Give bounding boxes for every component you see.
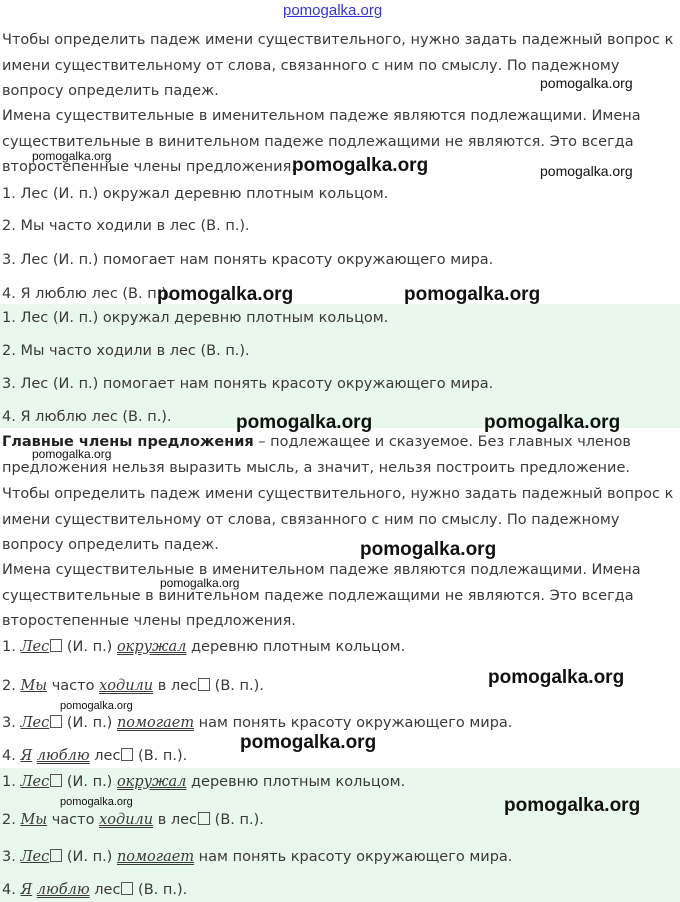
sentence-part: часто — [47, 812, 100, 828]
watermark: pomogalka.org — [292, 155, 429, 176]
list-item: 1. Лес (И. п.) окружал деревню плотным кольцом. — [2, 186, 389, 202]
subject: Лес — [20, 849, 50, 865]
answer-sentence-4 — [2, 880, 187, 900]
sentence-rest: нам понять красоту окружающего мира. — [194, 715, 513, 731]
item-number: 1. — [2, 639, 21, 655]
subject: Я — [20, 882, 33, 898]
watermark: pomogalka.org — [360, 539, 497, 560]
answer-sentence-3 — [2, 847, 512, 867]
case-label: (И. п.) — [62, 715, 117, 731]
watermark: pomogalka.org — [540, 75, 633, 91]
paragraph-case-rule-2: Чтобы определить падеж имени существительного, нужно задать падежный вопрос к имени существительному от слова, связанного с ним по смыслу. По падежному вопросу определить падеж. — [2, 486, 674, 553]
ending-box — [198, 812, 210, 825]
item-number: 3. — [2, 715, 21, 731]
predicate: ходили — [99, 678, 154, 694]
item-number: 2. — [2, 678, 21, 694]
sentence-part: 2. — [2, 812, 21, 828]
sentence-part: (В. п.). — [210, 812, 264, 828]
watermark: pomogalka.org — [540, 163, 633, 179]
sentence-rest: деревню плотным кольцом. — [186, 639, 406, 655]
sentence-part: (И. п.) — [62, 849, 117, 865]
answer-item: 1. Лес (И. п.) окружал деревню плотным кольцом. — [2, 310, 389, 326]
list-item: 3. Лес (И. п.) помогает нам понять красоту окружающего мира. — [2, 252, 494, 268]
answer-sentence-1 — [2, 772, 405, 792]
sentence-part: (И. п.) — [62, 774, 117, 790]
ending-box — [50, 639, 62, 652]
list-item: 4. Я люблю лес (В. п.). — [2, 286, 172, 302]
sentence-rest: в лес — [153, 678, 198, 694]
sentence-part: 3. — [2, 849, 21, 865]
paragraph-case-rule: Чтобы определить падеж имени существительного, нужно задать падежный вопрос к имени существительному от слова, связанного с ним по смыслу. По падежному вопросу определить падеж. — [2, 32, 674, 99]
ending-box — [50, 849, 62, 862]
paragraph-subject-rule: Имена существительные в именительном падеже являются подлежащими. Имена существительные в винительном падеже подлежащими не являются. Это всегда второстепенные члены предложения. — [2, 108, 641, 175]
predicate: окружал — [116, 639, 187, 655]
subject: Я — [20, 748, 33, 764]
watermark[interactable]: pomogalka.org — [283, 2, 383, 19]
predicate: помогает — [116, 715, 195, 731]
sentence-part: нам понять красоту окружающего мира. — [194, 849, 513, 865]
answer-sentence-2 — [2, 810, 264, 830]
list-item: 2. Мы часто ходили в лес (В. п.). — [2, 218, 250, 234]
ending-box — [198, 678, 210, 691]
parsed-sentence-2 — [2, 676, 264, 696]
watermark: pomogalka.org — [488, 667, 625, 688]
sentence-part: лес — [89, 882, 121, 898]
ending-box — [121, 882, 133, 895]
watermark: pomogalka.org — [404, 284, 541, 305]
parsed-sentence-1 — [2, 637, 405, 657]
watermark: pomogalka.org — [60, 700, 133, 712]
item-number: 4. — [2, 748, 21, 764]
predicate: ходили — [99, 812, 154, 828]
sentence-part: часто — [47, 678, 100, 694]
paragraph-subject-rule-2: Имена существительные в именительном падеже являются подлежащими. Имена существительные в винительном падеже подлежащими не являются. Это всегда второстепенные члены предложения. — [2, 562, 641, 629]
ending-box — [121, 748, 133, 761]
case-label: (И. п.) — [62, 639, 117, 655]
watermark: pomogalka.org — [60, 796, 133, 808]
parsed-sentence-3 — [2, 713, 512, 733]
predicate: люблю — [36, 882, 90, 898]
answer-item: 4. Я люблю лес (В. п.). — [2, 409, 172, 425]
subject: Лес — [20, 774, 50, 790]
watermark: pomogalka.org — [236, 412, 373, 433]
sentence-part: деревню плотным кольцом. — [186, 774, 406, 790]
subject: Лес — [20, 715, 50, 731]
sentence-part: (В. п.). — [133, 882, 188, 898]
predicate: люблю — [36, 748, 90, 764]
sentence-part: 1. — [2, 774, 21, 790]
case-label: (В. п.). — [210, 678, 264, 694]
answer-item: 2. Мы часто ходили в лес (В. п.). — [2, 343, 250, 359]
predicate: окружал — [116, 774, 187, 790]
subject: Лес — [20, 639, 50, 655]
watermark: pomogalka.org — [32, 149, 112, 163]
sentence-part: в лес — [153, 812, 198, 828]
subject: Мы — [20, 678, 48, 694]
subject: Мы — [20, 812, 48, 828]
case-label: (В. п.). — [133, 748, 188, 764]
ending-box — [50, 715, 62, 728]
ending-box — [50, 774, 62, 787]
parsed-sentence-4 — [2, 746, 187, 766]
sentence-rest: лес — [89, 748, 121, 764]
predicate: помогает — [116, 849, 195, 865]
sentence-part: 4. — [2, 882, 21, 898]
term-main-members: Главные члены предложения — [2, 434, 254, 450]
watermark: pomogalka.org — [240, 732, 377, 753]
watermark: pomogalka.org — [484, 412, 621, 433]
answer-item: 3. Лес (И. п.) помогает нам понять красоту окружающего мира. — [2, 376, 494, 392]
watermark: pomogalka.org — [32, 447, 112, 461]
watermark: pomogalka.org — [160, 576, 240, 590]
watermark: pomogalka.org — [157, 284, 294, 305]
term-definition: – подлежащее и сказуемое. Без главных членов предложения нельзя выразить мысль, а значит, нельзя построить предложение. — [2, 434, 631, 476]
watermark: pomogalka.org — [504, 795, 641, 816]
